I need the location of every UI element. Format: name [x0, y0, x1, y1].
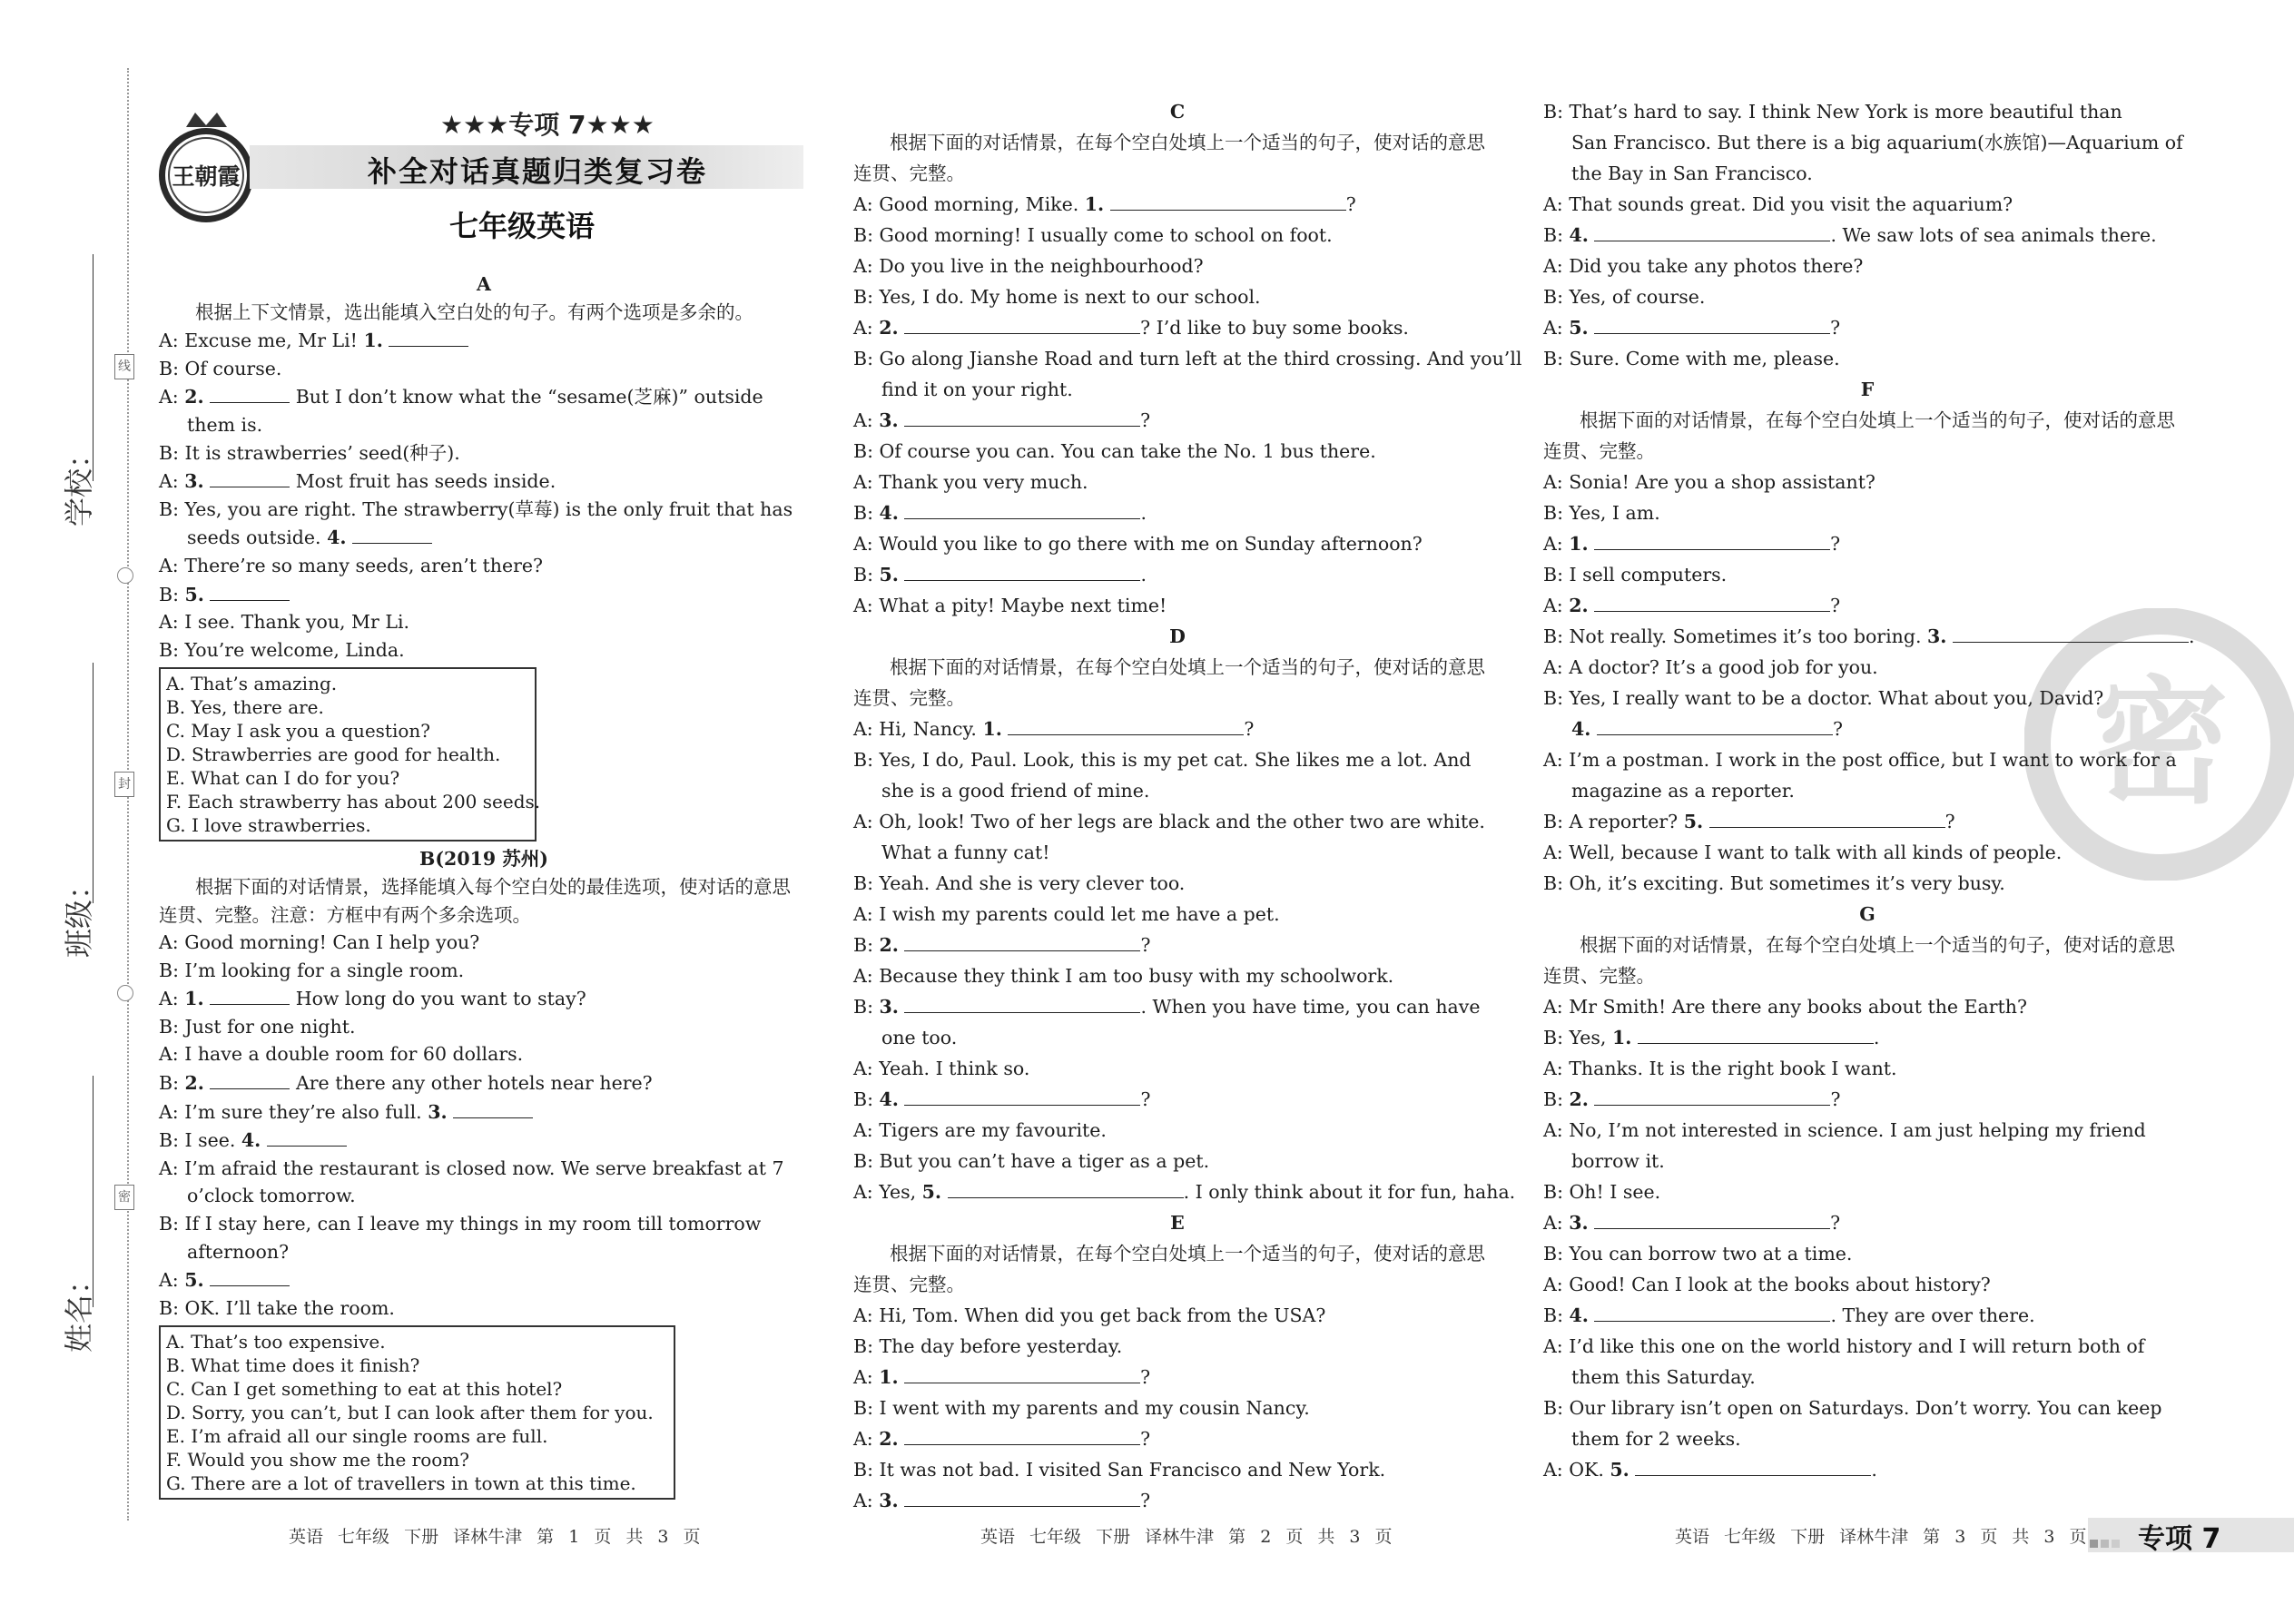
blank-c2[interactable] — [904, 313, 1140, 334]
blank-g5[interactable] — [1635, 1455, 1871, 1476]
option-item: C. May I ask you a question? — [166, 720, 431, 743]
seal-glyph-secret: 密 — [114, 1185, 134, 1210]
section-b-title: B(2019 苏州) — [419, 848, 548, 871]
section-a-instruction: 根据上下文情景，选出能填入空白处的句子。有两个选项是多余的。 — [195, 300, 753, 323]
blank-e1[interactable] — [904, 1363, 1140, 1383]
page-footer-2: 英语 七年级 下册 译林牛津 第 2 页 共 3 页 — [980, 1527, 1393, 1547]
footer-tag: 专项 7 — [2138, 1523, 2221, 1555]
blank-c4[interactable] — [904, 498, 1140, 519]
option-item: G. There are a lot of travellers in town at this time. — [166, 1472, 636, 1495]
option-item: C. Can I get something to eat at this hotel? — [166, 1378, 563, 1401]
column-2: C 根据下面的对话情景，在每个空白处填上一个适当的句子，使对话的意思连贯、完整。 A: Good morning, Mike. 1. ? B: Good morning! I usually come to school on foot. A: Do you live in the neighbourhood? B: Yes, I do. My home is next to our school. A: 2. ? I’d like to buy some books. B: Go along Jianshe Road and turn left at the third crossing. And you’ll find it on your right. A: 3. ? B: Of course you can. You can take the No. 1 bus there. A: Thank you very much. B: 4. . A: Would you like to go there with me on Sunday afternoon? B: 5. . A: What a pity! Maybe next time! D 根据下面的对话情景，在每个空白处填上一个适当的句子，使对话的意思连贯、完整。 A: Hi, Nancy. 1. ? B: Yes, I do, Paul. Look, this is my pet cat. She likes me a lot. And she is a good friend of mine. A: Oh, look! Two of her legs are black and the other two are white. What a funny cat! B: Yeah. And she is very clever too. A: I wish my parents could let me have a pet. B: 2. ? A: Because they think I am too busy with my schoolwork. B: 3. . When you have time, you can have one too. A: Yeah. I think so. B: 4. ? A: Tigers are my favourite. B: But you can’t have a tiger as a pet. A: Yes, 5. . I only think about it for fun, haha. E 根据下面的对话情景，在每个空白处填上一个适当的句子，使对话的意思连贯、完整。 A: Hi, Tom. When did you get back from the USA? B: The day before yesterday. A: 1. ? B: I went with my parents and my cousin Nancy. A: 2. ? B: It was not bad. I visited San Francisco and New York. A: 3. ? — [853, 96, 1501, 1516]
blank-e3[interactable] — [904, 1486, 1140, 1507]
header — [141, 102, 812, 256]
topic-label: ★★★专项 7★★★ — [440, 110, 655, 140]
option-item: A. That’s too expensive. — [166, 1331, 386, 1353]
blank-f1[interactable] — [1594, 529, 1830, 550]
section-c-instruction: 根据下面的对话情景，在每个空白处填上一个适当的句子，使对话的意思连贯、完整。 — [853, 132, 1485, 184]
page-subtitle: 七年级英语 — [449, 209, 596, 243]
class-label: 班级： — [62, 870, 96, 958]
option-item: E. What can I do for you? — [166, 767, 400, 790]
name-blank[interactable] — [93, 1076, 94, 1307]
blank-b2[interactable] — [210, 1068, 290, 1089]
blank-d2[interactable] — [904, 930, 1140, 951]
column-3: B: That’s hard to say. I think New York is more beautiful than San Francisco. But there is a big aquarium(水族馆)—Aquarium of the Bay in San Francisco. A: That sounds great. Did you visit the aquarium? B: 4. . We saw lots of sea animals there. A: Did you take any photos there? B: Yes, of course. A: 5. ? B: Sure. Come with me, please. F 根据下面的对话情景，在每个空白处填上一个适当的句子，使对话的意思连贯、完整。 A: Sonia! Are you a shop assistant? B: Yes, I am. A: 1. ? B: I sell computers. A: 2. ? B: Not really. Sometimes it’s too boring. 3. . A: A doctor? It’s a good job for you. B: Yes, I really want to be a doctor. What about you, David? 4. ? A: I’m a postman. I work in the post office, but I want to work for a magazine as a reporter. B: A reporter? 5. ? A: Well, because I want to talk with all kinds of people. B: Oh, it’s exciting. But sometimes it’s very busy. G 根据下面的对话情景，在每个空白处填上一个适当的句子，使对话的意思连贯、完整。 A: Mr Smith! Are there any books about the Earth? B: Yes, 1. . A: Thanks. It is the right book I want. B: 2. ? A: No, I’m not interested in science. I am just helping my friend borrow it. B: Oh! I see. A: 3. ? B: You can borrow two at a time. A: Good! Can I look at the books about history? B: 4. . They are over there. A: I’d like this one on the world history and I will return both of them this Saturday. B: Our library isn’t open on Saturdays. Don’t worry. You can keep them for 2 weeks. A: OK. 5. . — [1543, 101, 2195, 1481]
blank-g4[interactable] — [1594, 1301, 1830, 1322]
page-title: 补全对话真题归类复习卷 — [368, 154, 708, 189]
blank-d3[interactable] — [904, 992, 1140, 1013]
name-label: 姓名： — [62, 1265, 96, 1353]
blank-f4[interactable] — [1597, 714, 1833, 735]
blank-a2[interactable] — [210, 382, 290, 403]
option-item: E. I’m afraid all our single rooms are full. — [166, 1425, 548, 1448]
logo-emblem-icon — [154, 107, 259, 230]
blank-c1[interactable] — [1110, 190, 1346, 211]
column-1: A 根据上下文情景，选出能填入空白处的句子。有两个选项是多余的。 A: Excuse me, Mr Li! 1. B: Of course. A: 2. But I don’t know what the “sesame(芝麻)” outside them is. B: It is strawberries’ seed(种子). A: 3. Most fruit has seeds inside. B: Yes, you are right. The strawberry(草莓) is the only fruit that has seeds outside. 4. A: There’re so many seeds, aren’t there? B: 5. A: I see. Thank you, Mr Li. B: You’re welcome, Linda. A. That’s amazing. B. Yes, there are. C. May I ask you a question? D. Strawberries are good for health. E. What can I do for you? F. Each strawberry has about 200 seeds. G. I love strawberries. B(2019 苏州) 根据下面的对话情景，选择能填入每个空白处的最佳选项，使对话的意思连贯、完整。注意：方框中有两个多余选项。 A: Good morning! Can I help you? B: I’m looking for a single room. A: 1. How long do you want to stay? B: Just for one night. A: I have a double room for 60 dollars. B: 2. Are there any other hotels near here? A: I’m sure they’re also full. 3. B: I see. 4. A: I’m afraid the restaurant is closed now. We serve breakfast at 7 o’clock tomorrow. B: If I stay here, can I leave my things in my room till tomorrow afternoon? A: 5. B: OK. I’ll take the room. A. That’s too expensive. B. What time does it finish? C. Can I get something to eat at this hotel? D. Sorry, you can’t, but I can look after them for you. E. I’m afraid all our single rooms are full. F. Would you show me the room? G. There are a lot of travellers in town at this time. — [159, 271, 809, 1503]
options-box-b — [159, 1325, 675, 1500]
blank-g1[interactable] — [1638, 1023, 1874, 1044]
option-item: A. That’s amazing. — [166, 673, 338, 695]
blank-b1[interactable] — [210, 984, 290, 1005]
blank-g2[interactable] — [1594, 1085, 1830, 1106]
section-g-title: G — [1859, 903, 1876, 925]
blank-f2[interactable] — [1594, 591, 1830, 612]
page-footer-1: 英语 七年级 下册 译林牛津 第 1 页 共 3 页 — [289, 1527, 701, 1547]
class-blank[interactable] — [93, 663, 94, 903]
section-f-instruction: 根据下面的对话情景，在每个空白处填上一个适当的句子，使对话的意思连贯、完整。 — [1543, 409, 2175, 462]
blank-f5[interactable] — [1709, 807, 1945, 828]
seal-glyph-seal: 封 — [114, 772, 134, 797]
blank-a4[interactable] — [352, 523, 432, 544]
blank-g3[interactable] — [1594, 1208, 1830, 1229]
blank-a1[interactable] — [389, 326, 468, 347]
school-label: 学校： — [62, 438, 96, 527]
school-blank[interactable] — [93, 254, 94, 481]
option-item: G. I love strawberries. — [166, 814, 371, 837]
blank-c5[interactable] — [904, 560, 1140, 581]
blank-a3[interactable] — [210, 467, 290, 487]
binding-hole — [117, 985, 133, 1001]
options-box-a — [159, 667, 541, 842]
blank-d1[interactable] — [1008, 714, 1244, 735]
section-d-title: D — [1169, 625, 1186, 647]
seal-glyph-line: 线 — [114, 354, 134, 379]
section-f-title: F — [1860, 379, 1875, 400]
option-item: B. What time does it finish? — [166, 1354, 420, 1377]
section-a-title: A — [477, 273, 491, 295]
section-g-instruction: 根据下面的对话情景，在每个空白处填上一个适当的句子，使对话的意思连贯、完整。 — [1543, 934, 2175, 987]
blank-e4[interactable] — [1594, 221, 1830, 241]
section-e-instruction: 根据下面的对话情景，在每个空白处填上一个适当的句子，使对话的意思连贯、完整。 — [853, 1243, 1485, 1295]
section-d-instruction: 根据下面的对话情景，在每个空白处填上一个适当的句子，使对话的意思连贯、完整。 — [853, 656, 1485, 709]
page-footer-3: 英语 七年级 下册 译林牛津 第 3 页 共 3 页 — [1675, 1527, 2087, 1547]
section-c-title: C — [1169, 101, 1186, 123]
blank-c3[interactable] — [904, 406, 1140, 427]
blank-f3[interactable] — [1953, 622, 2189, 643]
seal-stamp-text: 密 — [2092, 664, 2230, 822]
option-item: F. Would you show me the room? — [166, 1449, 469, 1471]
blank-e2[interactable] — [904, 1424, 1140, 1445]
blank-a5[interactable] — [210, 580, 290, 601]
option-item: D. Strawberries are good for health. — [166, 743, 501, 766]
option-item: B. Yes, there are. — [166, 696, 324, 719]
blank-d4[interactable] — [904, 1085, 1140, 1106]
option-item: F. Each strawberry has about 200 seeds. — [166, 791, 541, 813]
section-e-title: E — [1170, 1212, 1185, 1234]
binding-hole — [117, 567, 133, 584]
footer-tag-squares — [2090, 1534, 2126, 1547]
section-b-instruction: 根据下面的对话情景，选择能填入每个空白处的最佳选项，使对话的意思连贯、完整。注意：方框中有两个多余选项。 — [159, 875, 791, 926]
blank-d5[interactable] — [948, 1177, 1184, 1198]
option-item: D. Sorry, you can’t, but I can look after them for you. — [166, 1402, 654, 1424]
blank-e5[interactable] — [1594, 313, 1830, 334]
logo-text: 王朝霞 — [172, 163, 241, 190]
blank-b3[interactable] — [453, 1097, 533, 1118]
blank-b4[interactable] — [267, 1126, 347, 1147]
brand-logo — [154, 107, 259, 230]
blank-b5[interactable] — [210, 1265, 290, 1286]
